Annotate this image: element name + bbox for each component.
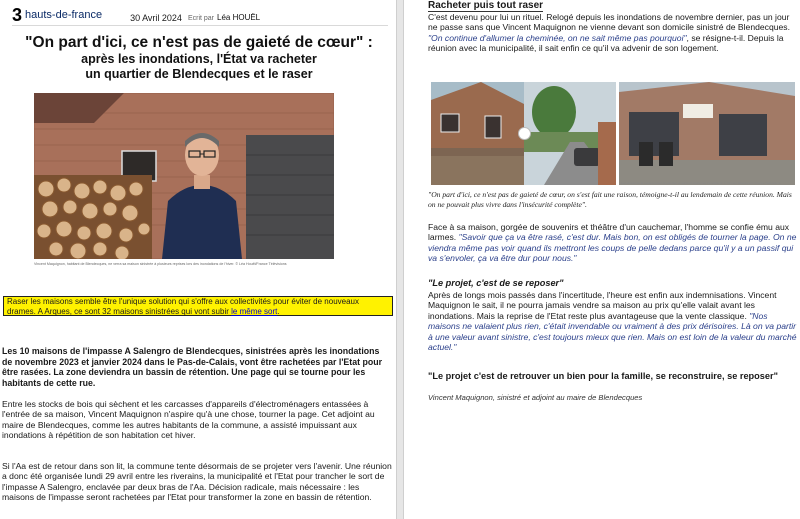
slider-handle-icon[interactable] — [518, 127, 531, 140]
right-p1-text-b: , se résigne-t-il. Depuis la réunion avec la municipalité, il sait enfin ce qu'il va advenir de son logement. — [428, 32, 784, 54]
article-title — [14, 34, 384, 82]
highlight-box — [3, 296, 393, 316]
left-page — [0, 0, 396, 519]
right-p2-quote: "Savoir que ça va être rasé, c'est dur. Mais bon, on est obligés de tourner la page. On ne viendra même pas voir quand ils mettront les coups de pelle dedans parce qu'il y a un passif qui va s'envoler, ça va être dur pour nous." — [428, 232, 797, 264]
title-line-2: après les inondations, l'État va racheter — [81, 52, 317, 66]
page-gutter — [396, 0, 404, 519]
pull-quote-attribution: Vincent Maquignon, sinistré et adjoint au maire de Blendecques — [428, 393, 643, 402]
man-in-front-of-house-photo — [34, 93, 334, 259]
right-page — [404, 0, 800, 519]
gallery-photo-credit: Les abords de la maison avant (à gauche) et après (à droite) les inondations. © Vincent Maquignon / France Télévisions — [621, 181, 781, 185]
article-date: 30 Avril 2024 — [130, 13, 182, 23]
byline-label: Ecrit par — [187, 15, 214, 22]
lead-paragraph: Les 10 maisons de l'impasse A Salengro de Blendecques, sinistrées après les inondations de novembre 2023 et janvier 2024 dans le Pas-de-Calais, vont être rachetées par l'Etat pour être rasées. La zone deviendra un bassin de rétention. Une page qui se tourne pour les habitants de cette rue. — [2, 346, 383, 388]
highlight-tail: . — [277, 306, 280, 316]
logo-brand: hauts-de-france — [25, 9, 103, 21]
section-heading-racheter: Racheter puis tout raser — [428, 0, 544, 11]
before-after-gallery[interactable] — [431, 82, 795, 185]
gallery-quote-caption: "On part d'ici, ce n'est pas de gaieté de cœur, on s'est fait une raison, témoigne-t-il au lendemain de cette réunion. Mais on ne pouvait plus vivre dans l'insécurité complète". — [428, 190, 792, 209]
flooded-house-photo — [431, 82, 524, 185]
section-heading-projet: "Le projet, c'est de se reposer" — [428, 278, 564, 288]
photo-illustration — [34, 93, 334, 259]
pull-quote: "Le projet c'est de retrouver un bien pour la famille, se reconstruire, se reposer" — [428, 371, 778, 381]
masthead — [12, 4, 388, 26]
right-p3-quote: "Nos maisons ne valaient plus rien, c'était invendable ou vraiment à des prix dérisoires. Là on va partir à une valeur avant sinistre, c'est toujours mieux que rien. Mais on est loin de la valeur du marché actuel." — [428, 310, 797, 353]
body-paragraph-1: Entre les stocks de bois qui sèchent et les carcasses d'appareils d'électroménagers entassées à l'entrée de sa maison, Vincent Maquignon n'aspire qu'à une chose, tourner la page. Cet adjoint au maire de Blendecques, comme les autres habitants de la commune, a assisté impuissant aux inondations à répétition de son habitation cet hiver. — [2, 399, 375, 441]
right-paragraph-3 — [428, 290, 798, 352]
body-paragraph-2: Si l'Aa est de retour dans son lit, la commune tente désormais de se projeter vers l'avenir. Une réunion a donc été organisée lundi 29 avril entre les riverains, la municipalité et l'Etat pour trancher le sort de l'impasse A Salengro, enclavée par deux bras de l'Aa. Décision radicale, mais nécessaire : les maisons de l'impasse seront rachetées par l'Etat pour transformer la zone en bassin de rétention. — [2, 461, 392, 503]
right-paragraph-2 — [428, 222, 798, 264]
author-name: Léa HOUËL — [217, 13, 261, 22]
photo-caption: Vincent Maquignon, habitant de Blendecques, ne verra sa maison sinistrée à plusieurs reprises lors des inondations de l'hiver. © Léa Houël/France Télévisions — [34, 262, 287, 266]
right-p2-text-a: Face à sa maison, gorgée de souvenirs et théâtre d'un cauchemar, l'homme se confie ému aux larmes. — [428, 222, 790, 243]
title-line-1: "On part d'ici, ce n'est pas de gaieté de cœur" : — [25, 34, 373, 51]
right-p1-text-a: C'est devenu pour lui un rituel. Relogé depuis les inondations de novembre dernier, pas un jour ne passe sans que Vincent Maquignon ne vienne devant son domicile sinistré de Blendecques. — [428, 12, 790, 33]
right-p3-text-a: Après de longs mois passés dans l'incertitude, l'heure est enfin aux indemnisations. Vincent Maquignon le sait, il ne pourra jamais vendre sa maison au prix qu'elle valait avant les inondations. Mais la reprise de l'Etat reste plus avantageuse que la vente classique. — [428, 290, 777, 321]
right-paragraph-1 — [428, 12, 798, 54]
logo-number: 3 — [12, 5, 23, 25]
france3-logo — [12, 5, 102, 25]
highlight-text: Raser les maisons semble être l'unique solution qui s'offre aux collectivités pour éviter de nouveaux drames. A Arques, ce sont 32 maisons sinistrées qui vont subir — [7, 297, 359, 316]
house-garage-photo — [619, 82, 795, 185]
highlight-link[interactable]: le même sort — [231, 306, 278, 316]
right-p1-quote: "On continue d'allumer la cheminée, on ne sait même pas pourquoi" — [428, 32, 687, 43]
street-photo — [524, 82, 616, 185]
title-line-3: un quartier de Blendecques et le raser — [85, 67, 313, 81]
